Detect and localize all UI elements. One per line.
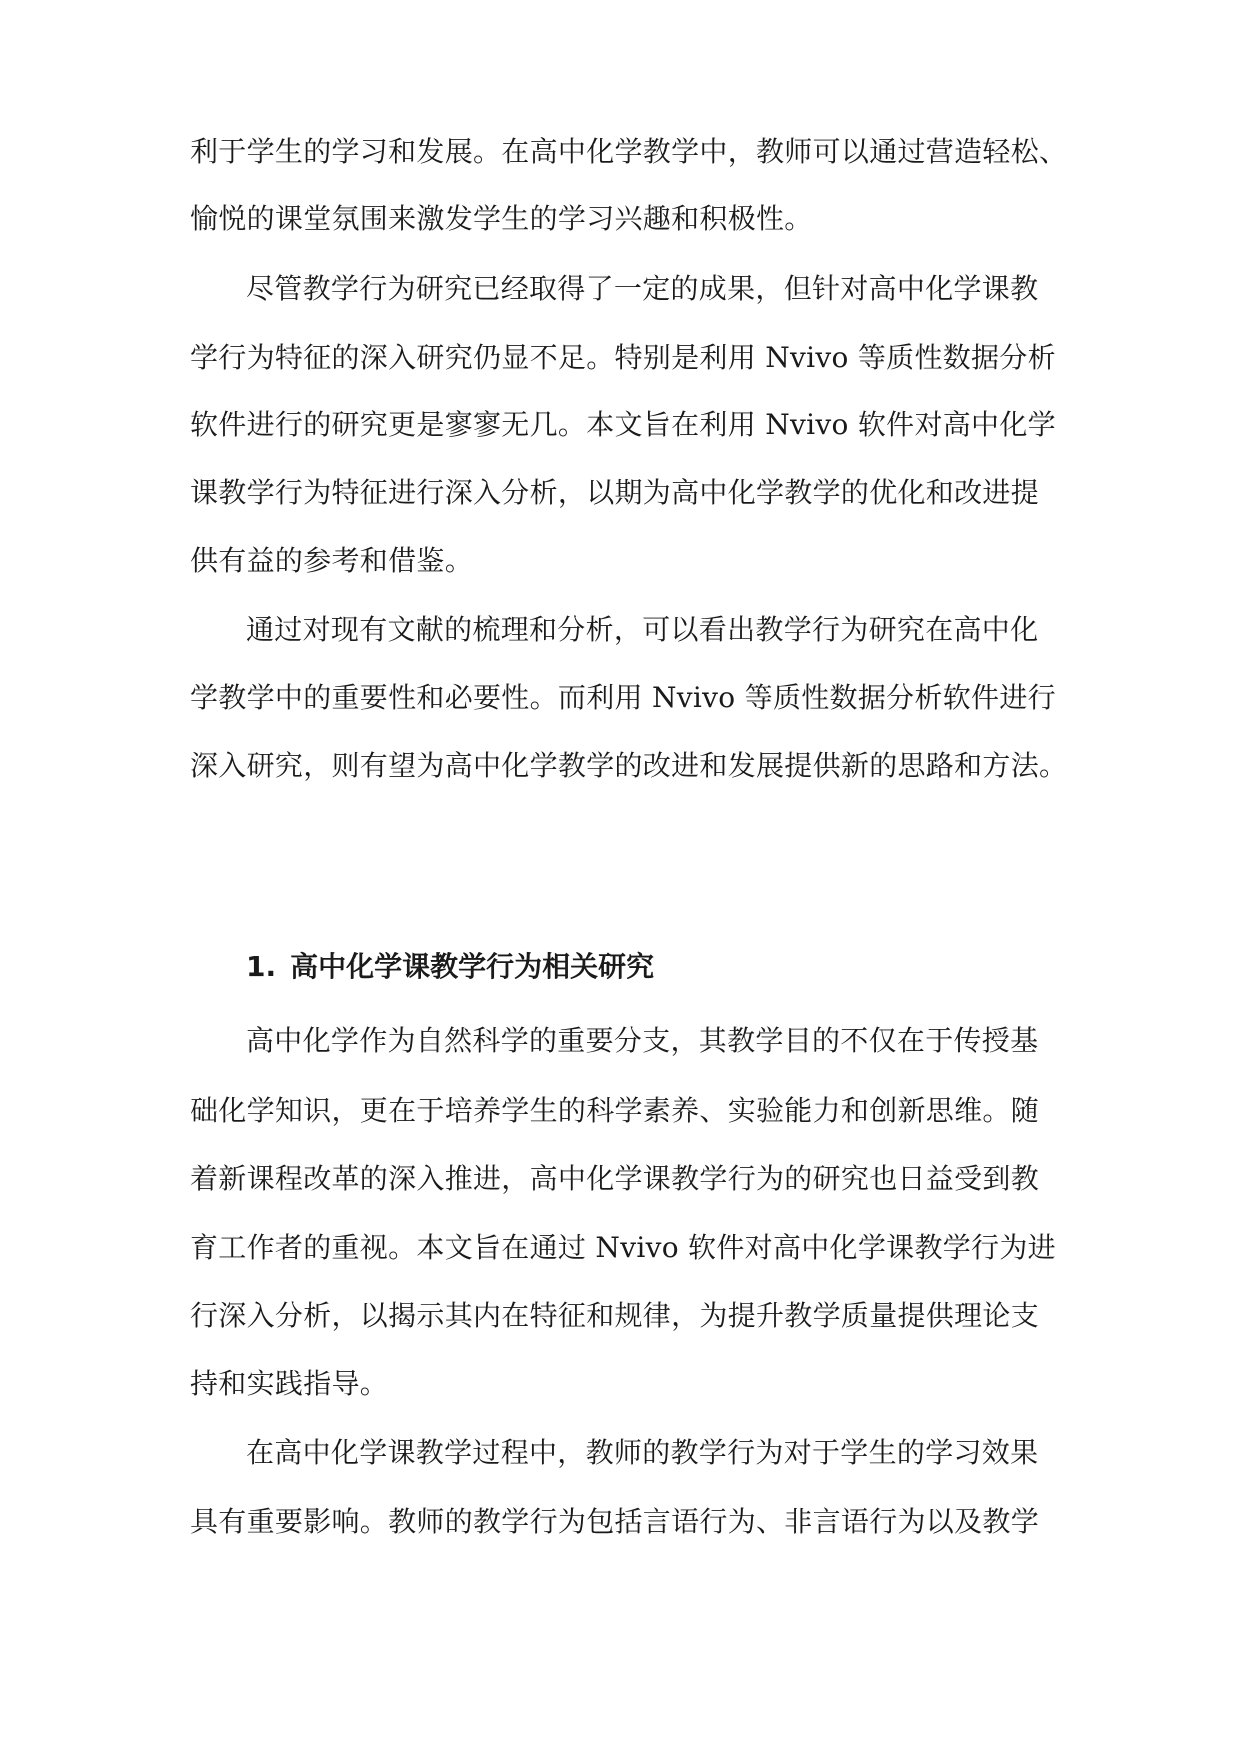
paragraph-line: 软件进行的研究更是寥寥无几。本文旨在利用 Nvivo 软件对高中化学 (190, 408, 1056, 441)
paragraph-line: 持和实践指导。 (190, 1367, 389, 1400)
paragraph-line: 高中化学作为自然科学的重要分支，其教学目的不仅在于传授基 (246, 1024, 1039, 1057)
paragraph-line: 尽管教学行为研究已经取得了一定的成果，但针对高中化学课教 (246, 272, 1039, 305)
paragraph-line: 愉悦的课堂氛围来激发学生的学习兴趣和积极性。 (190, 202, 813, 235)
paragraph-line: 学行为特征的深入研究仍显不足。特别是利用 Nvivo 等质性数据分析 (190, 341, 1056, 374)
section-number: 1. (246, 950, 277, 983)
paragraph-line: 供有益的参考和借鉴。 (190, 544, 474, 577)
paragraph-line: 课教学行为特征进行深入分析，以期为高中化学教学的优化和改进提 (190, 476, 1040, 509)
paragraph-line: 在高中化学课教学过程中，教师的教学行为对于学生的学习效果 (246, 1436, 1039, 1469)
paragraph-line: 利于学生的学习和发展。在高中化学教学中，教师可以通过营造轻松、 (190, 135, 1068, 168)
paragraph-line: 学教学中的重要性和必要性。而利用 Nvivo 等质性数据分析软件进行 (190, 681, 1056, 714)
paragraph-line: 通过对现有文献的梳理和分析，可以看出教学行为研究在高中化 (246, 613, 1039, 646)
paragraph-line: 着新课程改革的深入推进，高中化学课教学行为的研究也日益受到教 (190, 1162, 1040, 1195)
paragraph-line: 育工作者的重视。本文旨在通过 Nvivo 软件对高中化学课教学行为进 (190, 1231, 1056, 1264)
section-heading (246, 947, 654, 987)
paragraph-line: 具有重要影响。教师的教学行为包括言语行为、非言语行为以及教学 (190, 1505, 1040, 1538)
paragraph-line: 行深入分析，以揭示其内在特征和规律，为提升教学质量提供理论支 (190, 1299, 1040, 1332)
paragraph-line: 础化学知识，更在于培养学生的科学素养、实验能力和创新思维。随 (190, 1094, 1040, 1127)
paragraph-line: 深入研究，则有望为高中化学教学的改进和发展提供新的思路和方法。 (190, 749, 1068, 782)
section-title: 高中化学课教学行为相关研究 (290, 950, 655, 983)
